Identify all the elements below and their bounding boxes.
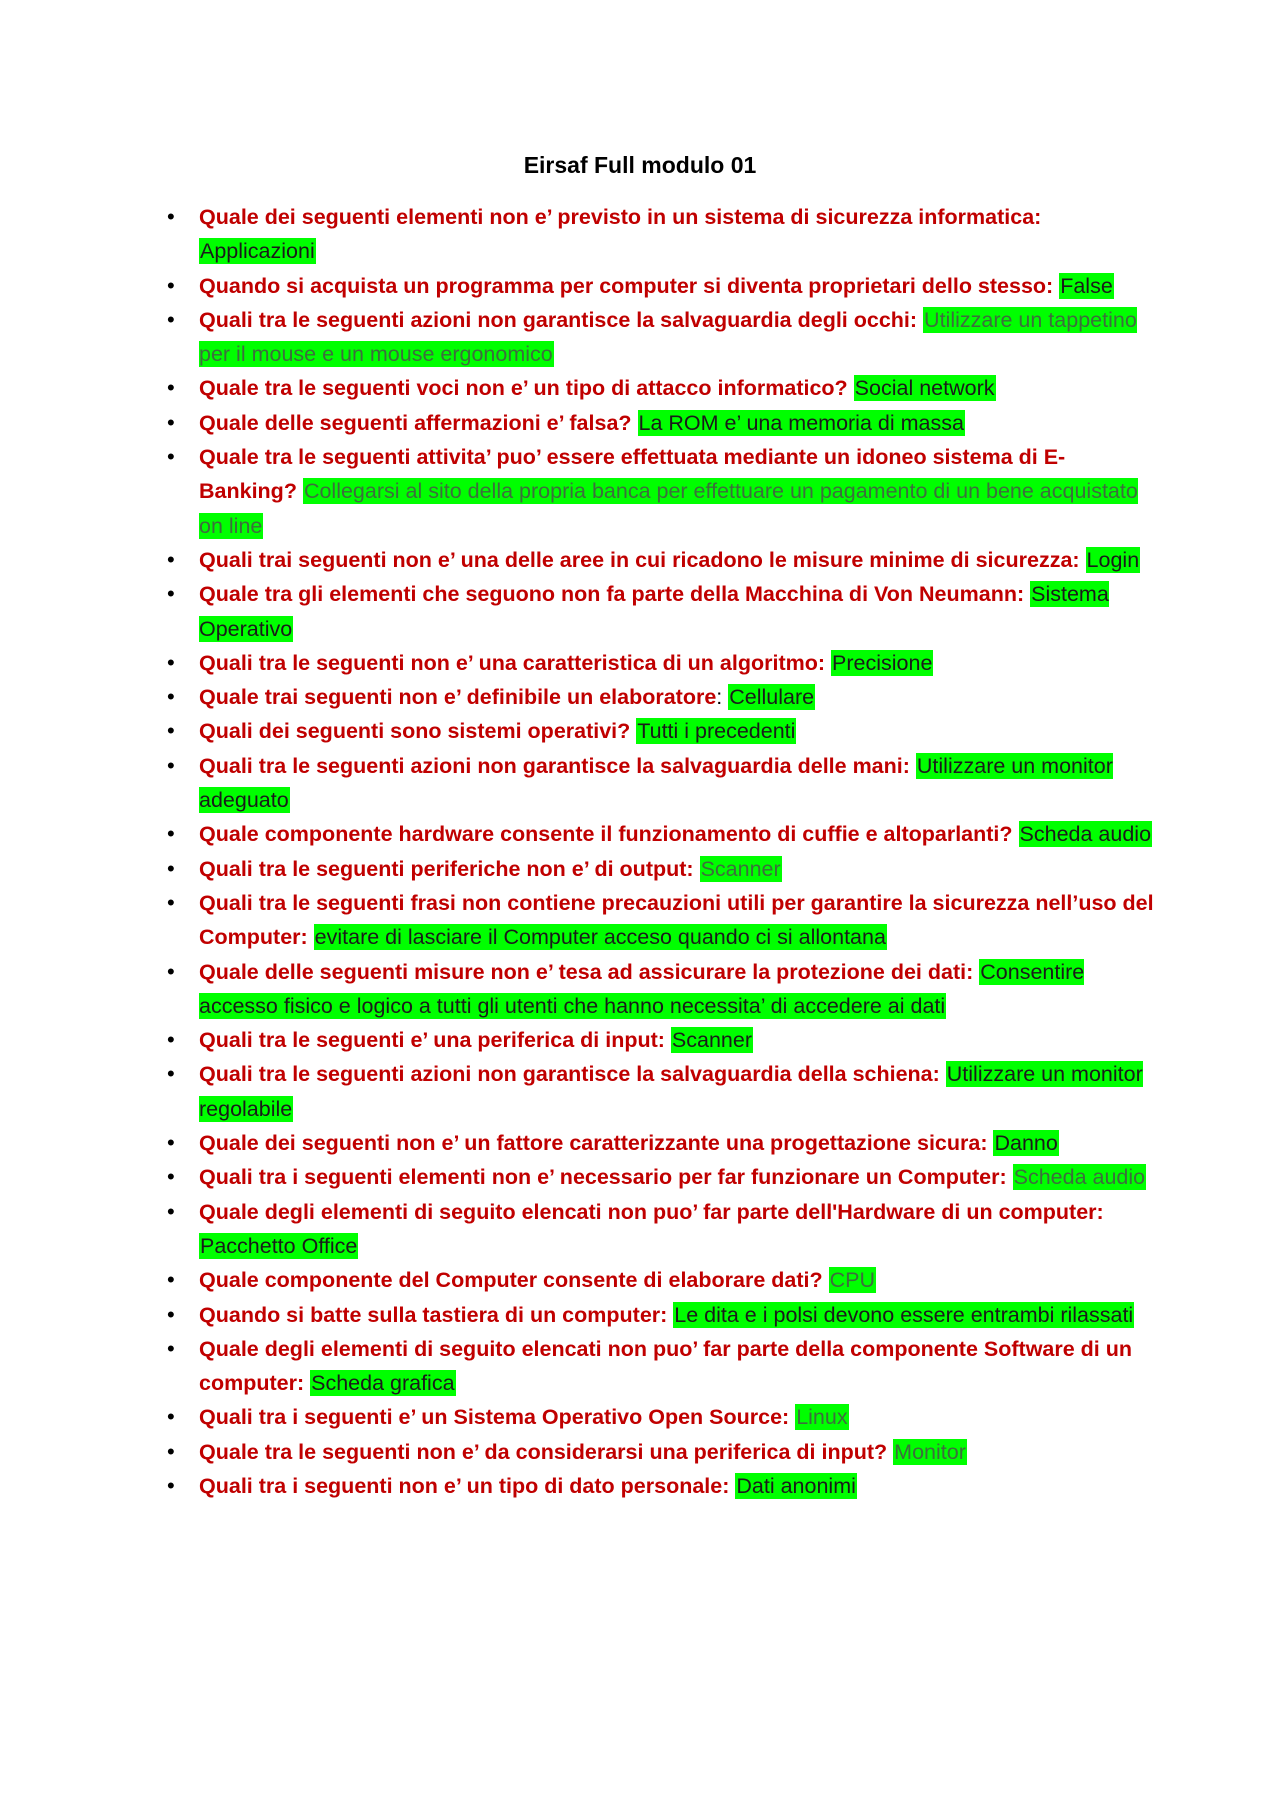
question-text: Quali trai seguenti non e’ una delle aree in cui ricadono le misure minime di sicurezza: (199, 547, 1080, 572)
answer-highlight: Collegarsi al sito della propria banca per effettuare un pagamento di un bene acquistato on line (199, 479, 1138, 538)
bullet-icon: • (167, 1164, 175, 1190)
answer-highlight: Cellulare (729, 685, 815, 710)
answer-highlight: Sistema Operativo (199, 582, 1109, 641)
bullet-icon: • (167, 1130, 175, 1156)
answer-highlight: Scanner (671, 1028, 753, 1053)
answer-highlight: Pacchetto Office (200, 1233, 358, 1258)
list-item (167, 1126, 1154, 1160)
list-item (167, 1023, 1154, 1057)
question-text: Quale degli elementi di seguito elencati non puo’ far parte dell'Hardware di un computer: (199, 1199, 1104, 1224)
list-item (167, 1195, 1154, 1264)
list-item (167, 714, 1154, 748)
list-item (167, 577, 1154, 646)
question-text: Quando si batte sulla tastiera di un computer: (199, 1302, 668, 1327)
bullet-icon: • (167, 1027, 175, 1053)
bullet-icon: • (167, 1198, 175, 1224)
list-item (167, 1332, 1154, 1401)
list-item (167, 1298, 1154, 1332)
document-title: Eirsaf Full modulo 01 (523, 152, 757, 178)
answer-highlight: Linux (796, 1405, 848, 1430)
answer-highlight: La ROM e’ una memoria di massa (638, 410, 964, 435)
list-item (167, 749, 1154, 818)
bullet-icon: • (167, 1301, 175, 1327)
question-text: Quali dei seguenti sono sistemi operativi? (199, 719, 631, 744)
question-text: Quando si acquista un programma per computer si diventa proprietari dello stesso: (199, 273, 1054, 298)
list-item (167, 406, 1154, 440)
question-text: Quali tra i seguenti e’ un Sistema Operativo Open Source: (199, 1405, 790, 1430)
question-text: Quale delle seguenti affermazioni e’ falsa? (199, 410, 632, 435)
bullet-icon: • (167, 444, 175, 470)
question-text: Quali tra le seguenti azioni non garantisce la salvaguardia della schiena: (199, 1062, 940, 1087)
question-text: Quale tra gli elementi che seguono non fa parte della Macchina di Von Neumann: (199, 582, 1025, 607)
question-list (167, 200, 1154, 1503)
answer-highlight: Login (1086, 547, 1140, 572)
question-text: Quali tra le seguenti azioni non garantisce la salvaguardia degli occhi: (199, 307, 918, 332)
answer-highlight: False (1060, 273, 1113, 298)
question-text: Quali tra le seguenti periferiche non e’ di output: (199, 856, 694, 881)
list-item (167, 543, 1154, 577)
question-text: Quale componente hardware consente il funzionamento di cuffie e altoparlanti? (199, 822, 1013, 847)
bullet-icon: • (167, 375, 175, 401)
question-text: Quale delle seguenti misure non e’ tesa ad assicurare la protezione dei dati: (199, 959, 974, 984)
bullet-icon: • (167, 1404, 175, 1430)
list-item (167, 269, 1154, 303)
answer-highlight: Consentire accesso fisico e logico a tutti gli utenti che hanno necessita’ di accedere ai dati (199, 959, 1085, 1018)
question-text: Quale tra le seguenti non e’ da considerarsi una periferica di input? (199, 1439, 888, 1464)
question-text: Quale tra le seguenti voci non e’ un tipo di attacco informatico? (199, 376, 848, 401)
answer-highlight: Danno (994, 1131, 1058, 1156)
list-item (167, 1400, 1154, 1434)
answer-highlight: Scheda grafica (311, 1371, 455, 1396)
bullet-icon: • (167, 889, 175, 915)
bullet-icon: • (167, 718, 175, 744)
bullet-icon: • (167, 1267, 175, 1293)
answer-highlight: Utilizzare un tappetino per il mouse e un mouse ergonomico (199, 307, 1137, 367)
list-item (167, 646, 1154, 680)
answer-highlight: CPU (829, 1268, 876, 1293)
bullet-icon: • (167, 306, 175, 332)
list-item: • Quale trai seguenti non e’ definibile un elaboratore: Cellulare (199, 680, 1154, 714)
list-item (167, 955, 1154, 1024)
bullet-icon: • (167, 272, 175, 298)
answer-highlight: Scheda audio (1013, 1165, 1146, 1190)
question-text: Quale degli elementi di seguito elencati non puo’ far parte della componente Software di un computer: (199, 1336, 1133, 1396)
list-item (167, 886, 1154, 955)
question-text: Quali tra i seguenti elementi non e’ necessario per far funzionare un Computer: (199, 1165, 1007, 1190)
bullet-icon: • (167, 1472, 175, 1498)
question-text: Quale dei seguenti elementi non e’ previsto in un sistema di sicurezza informatica: (199, 205, 1042, 229)
question-text: Quali tra le seguenti e’ una periferica di input: (199, 1028, 665, 1053)
list-item (167, 852, 1154, 886)
bullet-icon: • (167, 581, 175, 607)
answer-highlight: Dati anonimi (736, 1473, 856, 1498)
bullet-icon: • (167, 1438, 175, 1464)
bullet-icon: • (167, 752, 175, 778)
answer-highlight: Scheda audio (1019, 822, 1152, 847)
list-item (167, 1057, 1154, 1126)
bullet-icon: • (167, 649, 175, 675)
bullet-icon: • (167, 1061, 175, 1087)
bullet-icon: • (167, 684, 175, 710)
question-text: Quali tra i seguenti non e’ un tipo di dato personale: (199, 1473, 730, 1498)
question-text: Quali tra le seguenti azioni non garantisce la salvaguardia delle mani: (199, 753, 910, 778)
answer-highlight: Social network (854, 376, 995, 401)
question-text: Quale tra le seguenti attivita’ puo’ essere effettuata mediante un idoneo sistema di E-Banking? (199, 445, 1066, 504)
list-item (167, 371, 1154, 405)
question-text: Quali tra le seguenti frasi non contiene precauzioni utili per garantire la sicurezza nell’uso del Computer: (199, 890, 1154, 950)
list-item (167, 1160, 1154, 1194)
answer-highlight: Le dita e i polsi devono essere entrambi rilassati (674, 1302, 1134, 1327)
answer-highlight: Precisione (832, 650, 933, 675)
bullet-icon: • (167, 546, 175, 572)
question-text: Quale dei seguenti non e’ un fattore caratterizzante una progettazione sicura: (199, 1131, 988, 1156)
bullet-icon: • (167, 409, 175, 435)
bullet-icon: • (167, 855, 175, 881)
answer-highlight: Utilizzare un monitor regolabile (199, 1062, 1143, 1121)
answer-highlight: Monitor (894, 1439, 966, 1464)
list-item (167, 440, 1154, 543)
bullet-icon: • (167, 204, 175, 229)
list-item (167, 303, 1154, 372)
answer-highlight: evitare di lasciare il Computer acceso quando ci si allontana (314, 925, 886, 950)
bullet-icon: • (167, 1335, 175, 1361)
answer-highlight: Utilizzare un monitor adeguato (199, 753, 1113, 813)
question-text: Quale componente del Computer consente di elaborare dati? (199, 1268, 823, 1293)
question-text: Quale trai seguenti non e’ definibile un elaboratore (199, 685, 717, 710)
list-item (167, 1263, 1154, 1297)
bullet-icon: • (167, 821, 175, 847)
list-item (167, 817, 1154, 851)
answer-highlight: Scanner (700, 856, 781, 881)
question-text: Quali tra le seguenti non e’ una caratteristica di un algoritmo: (199, 650, 826, 675)
list-item (167, 200, 1154, 269)
list-item (167, 1469, 1154, 1503)
bullet-icon: • (167, 958, 175, 984)
list-item (167, 1435, 1154, 1469)
answer-highlight: Applicazioni (200, 239, 315, 264)
answer-highlight: Tutti i precedenti (637, 719, 796, 744)
